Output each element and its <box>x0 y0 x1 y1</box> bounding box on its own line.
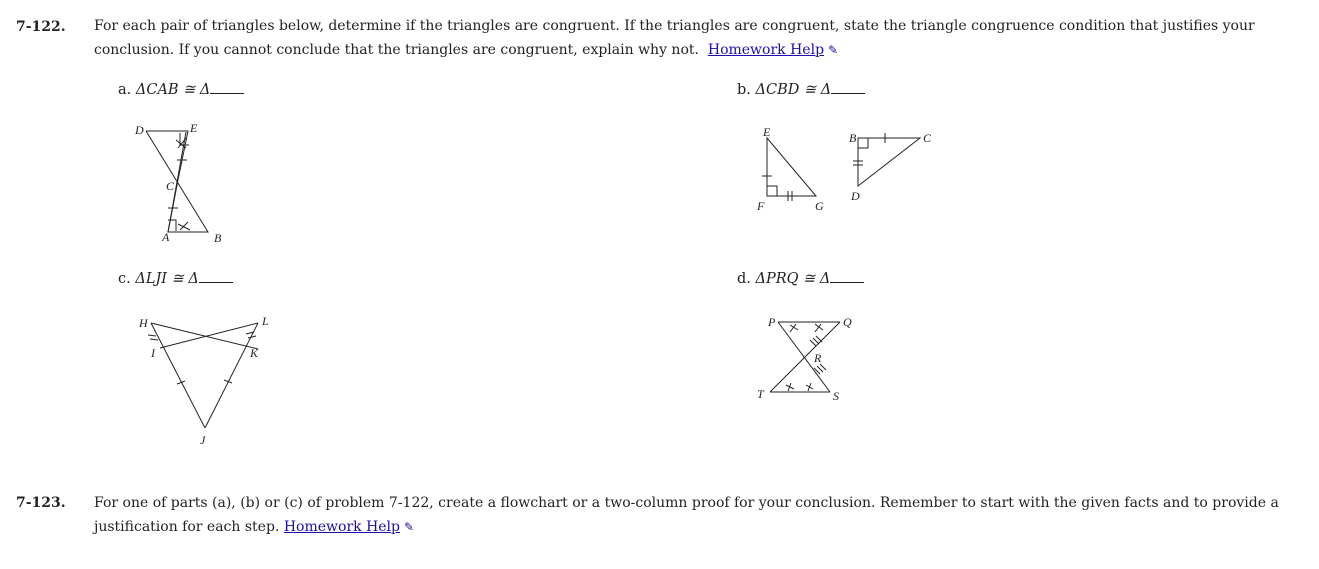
vertex-label: D <box>851 189 860 203</box>
part-c-label: c. ΔLJI ≅ Δ <box>118 270 233 287</box>
part-c-statement: ΔLJI ≅ Δ <box>135 271 199 287</box>
vertex-label: F <box>757 199 765 213</box>
homework-help-link[interactable]: Homework Help <box>283 519 400 535</box>
vertex-label: G <box>815 199 824 213</box>
part-d-statement: ΔPRQ ≅ Δ <box>755 271 831 287</box>
problem-statement: For each pair of triangles below, determine if the triangles are congruent. If the triangles are congruent, state the triangle congruence condition that justifies your conclusion. If you cannot conclude that the triangles are congruent, explain why not. <box>94 18 1255 58</box>
vertex-label: D <box>135 123 144 137</box>
problem-number: 7-123. <box>16 495 66 511</box>
vertex-label: I <box>151 346 155 360</box>
vertex-label: B <box>849 131 857 145</box>
vertex-label: H <box>139 316 148 330</box>
vertex-label: A <box>162 230 170 244</box>
pencil-icon: ✎ <box>404 520 415 534</box>
part-b-label: b. ΔCBD ≅ Δ <box>737 81 865 98</box>
vertex-label: C <box>923 131 932 145</box>
part-a-statement: ΔCAB ≅ Δ <box>135 82 211 98</box>
vertex-label: J <box>200 433 206 447</box>
vertex-label: T <box>757 387 764 401</box>
vertex-label: R <box>814 351 822 365</box>
homework-help-link[interactable]: Homework Help <box>707 42 825 58</box>
vertex-label: Q <box>843 315 852 329</box>
vertex-label: E <box>190 121 198 135</box>
vertex-label: P <box>768 315 776 329</box>
part-a-label: a. ΔCAB ≅ Δ <box>118 81 244 98</box>
problem-number: 7-122. <box>16 19 66 35</box>
problem-statement: For one of parts (a), (b) or (c) of problem 7-122, create a flowchart or a two-column proof for your conclusion. Remember to start with the given facts and to provide a justification for each step. <box>94 495 1279 535</box>
vertex-label: L <box>262 314 269 328</box>
pencil-icon: ✎ <box>828 43 839 57</box>
vertex-label: K <box>250 346 259 360</box>
vertex-label: C <box>166 179 175 193</box>
vertex-label: B <box>214 231 222 245</box>
vertex-label: E <box>763 125 771 139</box>
part-d-label: d. ΔPRQ ≅ Δ <box>737 270 864 287</box>
problem-text <box>94 491 1306 539</box>
vertex-label: S <box>833 389 839 403</box>
part-b-statement: ΔCBD ≅ Δ <box>755 82 832 98</box>
